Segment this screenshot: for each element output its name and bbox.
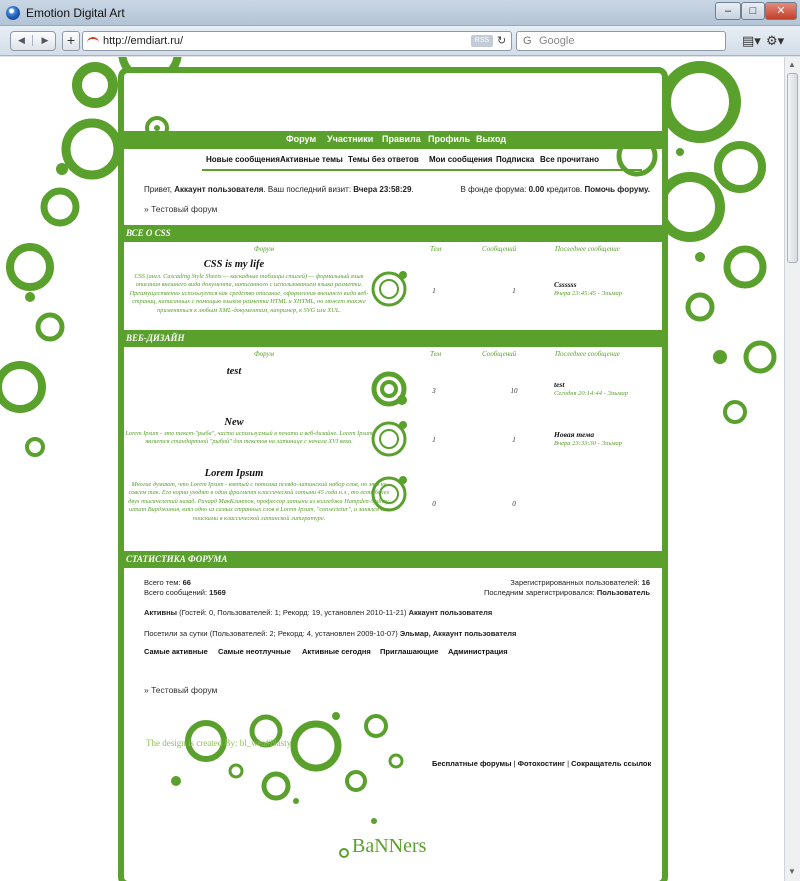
- page-viewport: [0, 57, 784, 881]
- photo-hosting-link[interactable]: Фотохостинг: [517, 759, 565, 768]
- free-forums-link[interactable]: Бесплатные форумы: [432, 759, 512, 768]
- active-today-link[interactable]: Активные сегодня: [302, 647, 371, 656]
- menu-profile-link[interactable]: Профиль: [428, 134, 471, 144]
- col-posts-header: Сообщений: [482, 350, 517, 358]
- menu-rules-link[interactable]: Правила: [382, 134, 421, 144]
- visited-today-text: Посетили за сутки (Пользователей: 2; Рекорд: 4, установлен 2009-10-07): [144, 629, 400, 638]
- fund-unit: кредитов.: [544, 185, 585, 194]
- banners-title: BaNNers: [352, 835, 427, 857]
- history-nav: [10, 31, 56, 51]
- active-user-link[interactable]: Аккаунт пользователя: [408, 608, 493, 617]
- reload-icon[interactable]: ↻: [497, 35, 507, 47]
- last-post-title-link[interactable]: Новая тема: [554, 430, 595, 439]
- col-last-header: Последнее сообщение: [555, 350, 620, 358]
- forum-fund: [461, 185, 650, 194]
- last-post-title-link[interactable]: test: [554, 380, 565, 389]
- registered-users-value: 16: [641, 578, 650, 587]
- category-title[interactable]: ВЕБ-ДИЗАЙН: [126, 333, 185, 343]
- footer-breadcrumb[interactable]: » Тестовый форум: [144, 685, 218, 695]
- last-post-title-link[interactable]: Cssssss: [554, 280, 577, 289]
- stats-title: СТАТИСТИКА ФОРУМА: [126, 554, 228, 564]
- forum-title-link[interactable]: test: [226, 366, 242, 377]
- back-button[interactable]: ◀: [11, 35, 33, 46]
- stats-header: [124, 551, 662, 568]
- col-posts-header: Сообщений: [482, 245, 517, 253]
- fund-label: В фонде форума:: [460, 185, 529, 194]
- footer-art-circles: [136, 701, 426, 811]
- welcome-text: [144, 185, 414, 194]
- visited-today: [144, 629, 516, 638]
- category-header: [124, 330, 662, 347]
- forum-status-icon: [369, 267, 411, 309]
- posts-count: 1: [512, 287, 516, 295]
- col-topics-header: Тем: [430, 245, 442, 253]
- greeting-end: .: [411, 185, 414, 194]
- total-topics-label: Всего тем:: [144, 578, 183, 587]
- url-text[interactable]: http://emdiart.ru/: [103, 35, 184, 47]
- scroll-up-icon[interactable]: ▲: [788, 60, 796, 69]
- col-forum-header: Форум: [254, 350, 274, 358]
- add-bookmark-button[interactable]: +: [62, 31, 80, 51]
- category-title[interactable]: ВСЕ О CSS: [126, 228, 171, 238]
- help-forum-link[interactable]: Помочь форуму.: [584, 185, 650, 194]
- window-title: Emotion Digital Art: [26, 6, 125, 20]
- forum-status-icon: [369, 367, 411, 409]
- window-titlebar: [0, 0, 800, 26]
- forward-button[interactable]: ▶: [41, 35, 49, 45]
- search-box[interactable]: [516, 31, 726, 51]
- sub-menu-divider: [202, 169, 642, 171]
- inviters-link[interactable]: Приглашающие: [380, 647, 439, 656]
- browser-toolbar: [0, 26, 800, 56]
- last-post-meta: Сегодня 20:14:44 - Эльмар: [554, 390, 629, 397]
- search-engine-icon: G: [523, 35, 532, 47]
- total-posts-label: Всего сообщений:: [144, 588, 210, 597]
- greeting-label: Привет,: [144, 185, 175, 194]
- sub-unanswered-link[interactable]: Темы без ответов: [348, 155, 419, 164]
- main-menu: [124, 131, 662, 149]
- most-active-link[interactable]: Самые активные: [144, 647, 208, 656]
- last-registered-label: Последним зарегистрировался:: [483, 588, 597, 597]
- link-shortener-link[interactable]: Сокращатель ссылок: [571, 759, 652, 768]
- forum-title-link[interactable]: Lorem Ipsum: [204, 468, 264, 479]
- col-last-header: Последнее сообщение: [555, 245, 620, 253]
- browser-app-icon: [6, 6, 20, 20]
- posts-count: 10: [510, 387, 518, 395]
- visited-today-users[interactable]: Эльмар, Аккаунт пользователя: [399, 629, 517, 638]
- last-post-meta: Вчера 23:33:30 - Эльмар: [554, 440, 623, 447]
- active-users-text: (Гостей: 0, Пользователей: 1; Рекорд: 19, установлен 2010-11-21): [177, 608, 409, 617]
- total-posts-value: 1569: [209, 588, 226, 597]
- posts-count: 1: [512, 436, 516, 444]
- topics-count: 0: [432, 500, 436, 508]
- col-forum-header: Форум: [254, 245, 274, 253]
- forum-title-link[interactable]: New: [224, 417, 244, 428]
- posts-count: 0: [512, 500, 516, 508]
- forum-page: [118, 67, 668, 881]
- gear-icon[interactable]: ⚙▾: [766, 33, 785, 48]
- total-topics-value: 66: [182, 578, 191, 587]
- forum-status-icon: [369, 417, 411, 459]
- forum-description: CSS (англ. Cascading Style Sheets — каскадные таблицы стилей) — формальный язык описания внешнего вида документа, написанного с использованием языка разметки. Преимущественно используется как средство описание, оформления внешнего вида веб-страниц, написанных с помощью языков разметки HTML и XHTML, но может также применяться к любым XML-документам, например, к SVG или XUL.: [129, 273, 369, 314]
- topics-count: 1: [432, 436, 436, 444]
- total-posts: [144, 588, 226, 597]
- page-menu-icon[interactable]: ▤▾: [742, 33, 761, 48]
- last-post-meta: Вчера 23:45:45 - Эльмар: [554, 290, 623, 297]
- last-visit-label: . Ваш последний визит:: [263, 185, 354, 194]
- sub-active-topics-link[interactable]: Активные темы: [280, 155, 343, 164]
- site-favicon-icon: [87, 37, 99, 45]
- sub-subscription-link[interactable]: Подписка: [496, 155, 535, 164]
- maximize-button[interactable]: □: [741, 2, 765, 20]
- username-link[interactable]: Аккаунт пользователя: [174, 185, 264, 194]
- last-registered-user-link[interactable]: Пользователь: [596, 588, 650, 597]
- active-users-label: Активны: [144, 608, 177, 617]
- search-placeholder[interactable]: Google: [539, 35, 575, 47]
- category-header: [124, 225, 662, 242]
- topics-count: 1: [432, 287, 436, 295]
- design-credit: The design is created By: bl_wea#Nasty: [146, 738, 292, 748]
- menu-forum-link[interactable]: Форум: [286, 134, 317, 144]
- registered-users: [510, 578, 650, 587]
- breadcrumb[interactable]: » Тестовый форум: [144, 204, 218, 214]
- last-visit-time: Вчера 23:58:29: [353, 185, 412, 194]
- active-users: [144, 608, 492, 617]
- minimize-button[interactable]: –: [715, 2, 741, 20]
- topics-count: 3: [432, 387, 436, 395]
- footer-links: Бесплатные форумы | Фотохостинг | Сокращатель ссылок: [432, 759, 652, 768]
- forum-description: Многие думают, что Lorem Ipsum - взятый с потолка псевдо-латинский набор слов, но это не совсем так. Его корни уходят в один фрагмент классической латыни 45 года н.э., то есть более двух тысячелетий назад. Ричард МакКлинток, профессор латыни из колледжа Hampden-Sydney, штат Вирджиния, взял одно из самых странных слов в Lorem Ipsum, "consectetur", и занялся его поисками в классической латинской литературе.: [128, 481, 390, 522]
- registered-users-label: Зарегистрированных пользователей:: [510, 578, 642, 587]
- administration-link[interactable]: Администрация: [448, 647, 508, 656]
- address-bar[interactable]: [82, 31, 512, 51]
- sub-mark-read-link[interactable]: Все прочитано: [540, 155, 599, 164]
- col-topics-header: Тем: [430, 350, 442, 358]
- last-registered: [484, 588, 650, 597]
- total-topics: [144, 578, 191, 587]
- vertical-scrollbar[interactable]: [784, 57, 800, 881]
- forum-status-icon: [369, 472, 411, 514]
- forum-description: Lorem Ipsum - это текст-"рыба", часто используемый в печати и веб-дизайне. Lorem Ipsum является стандартной "рыбой" для текстов на латинице с начала XVI века.: [125, 430, 373, 446]
- rss-icon[interactable]: RSS: [471, 35, 493, 47]
- fund-value: 0.00: [528, 185, 545, 194]
- menu-members-link[interactable]: Участники: [327, 134, 374, 144]
- most-online-link[interactable]: Самые неотлучные: [218, 647, 291, 656]
- scrollbar-thumb[interactable]: [787, 73, 798, 263]
- forum-title-link[interactable]: CSS is my life: [203, 259, 265, 270]
- menu-logout-link[interactable]: Выход: [476, 134, 507, 144]
- scroll-down-icon[interactable]: ▼: [788, 867, 796, 876]
- close-button[interactable]: ✕: [765, 2, 797, 20]
- sub-my-posts-link[interactable]: Мои сообщения: [429, 155, 493, 164]
- sub-new-posts-link[interactable]: Новые сообщения: [206, 155, 280, 164]
